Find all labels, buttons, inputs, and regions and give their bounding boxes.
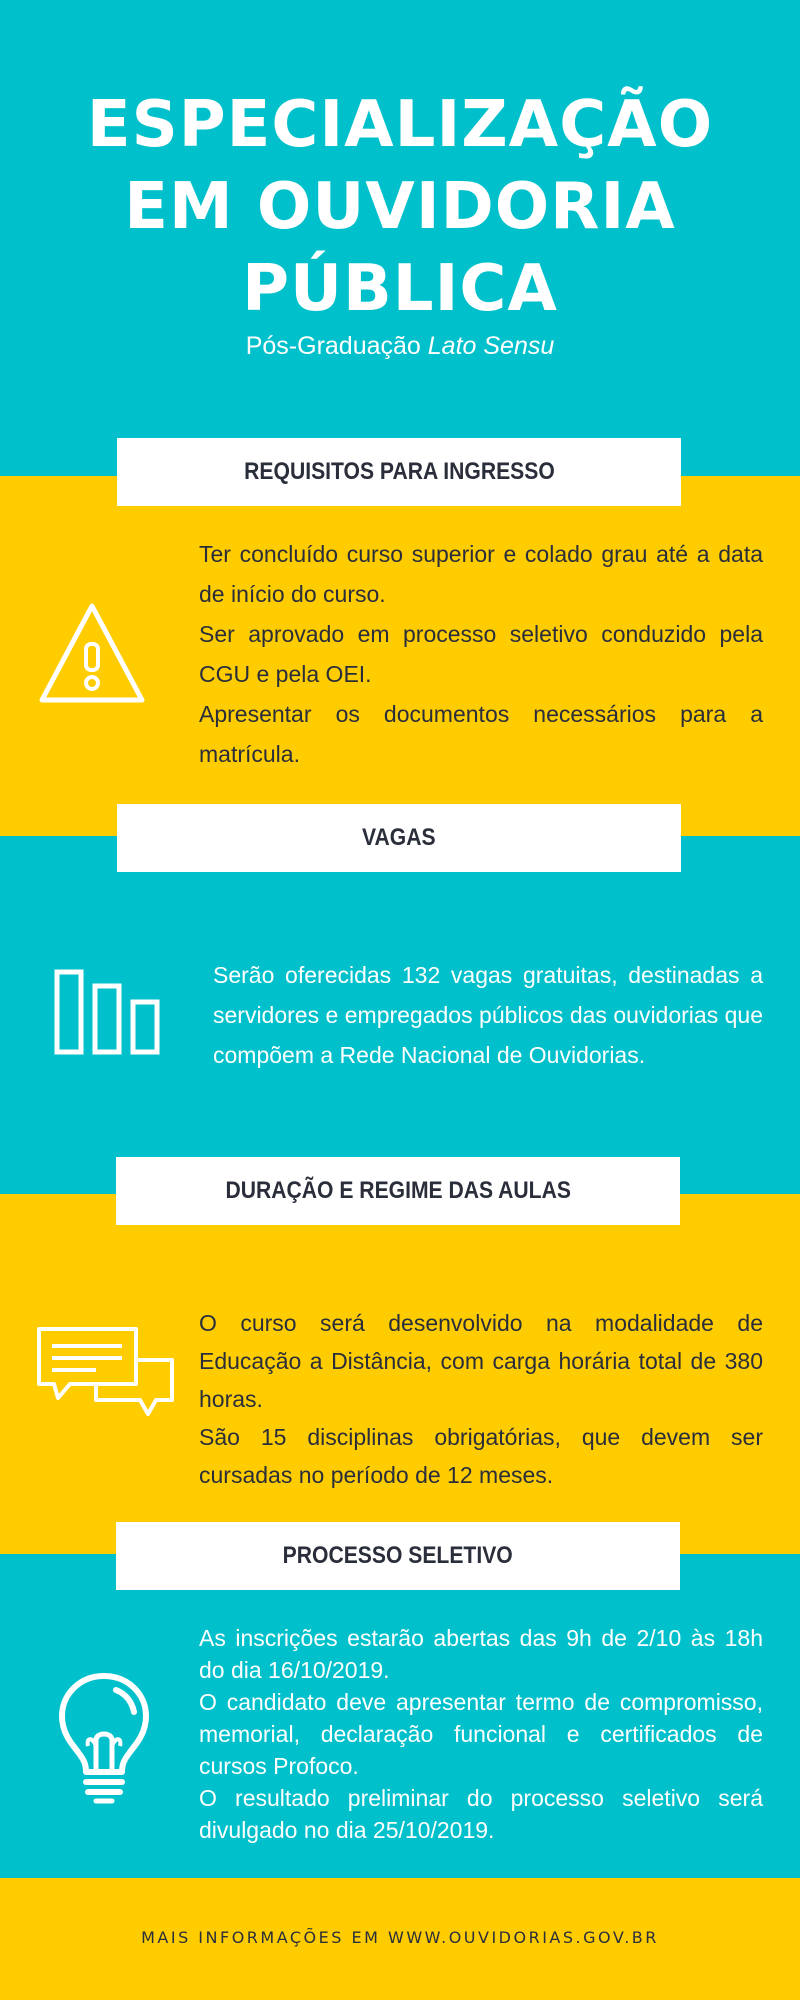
requisitos-text	[199, 534, 763, 774]
page-title	[0, 84, 800, 330]
vagas-heading-box	[117, 804, 681, 872]
title-line-1: ESPECIALIZAÇÃO	[86, 88, 714, 162]
duracao-text	[199, 1304, 763, 1494]
requisitos-item-2: Ser aprovado em processo seletivo conduzido pela CGU e pela OEI.	[199, 621, 763, 687]
bar-chart-icon	[54, 968, 162, 1056]
processo-item-1: As inscrições estarão abertas das 9h de 2/10 às 18h do dia 16/10/2019.	[199, 1625, 763, 1683]
vagas-paragraph: Serão oferecidas 132 vagas gratuitas, destinadas a servidores e empregados públicos das ouvidorias que compõem a Rede Nacional de Ouvidorias.	[213, 962, 763, 1068]
vagas-text	[213, 955, 763, 1075]
warning-triangle-icon	[36, 600, 148, 706]
title-line-3: PÚBLICA	[242, 252, 558, 326]
requisitos-heading-box	[117, 438, 681, 506]
processo-item-2: O candidato deve apresentar termo de compromisso, memorial, declaração funcional e certificados de cursos Profoco.	[199, 1689, 763, 1779]
title-line-2: EM OUVIDORIA	[124, 170, 676, 244]
requisitos-heading: REQUISITOS PARA INGRESSO	[243, 458, 555, 485]
page-subtitle	[0, 332, 800, 361]
processo-item-3: O resultado preliminar do processo seletivo será divulgado no dia 25/10/2019.	[199, 1785, 763, 1843]
requisitos-item-3: Apresentar os documentos necessários para a matrícula.	[199, 701, 763, 767]
requisitos-item-1: Ter concluído curso superior e colado grau até a data de início do curso.	[199, 541, 763, 607]
lightbulb-icon	[56, 1670, 152, 1804]
duracao-heading: DURAÇÃO E REGIME DAS AULAS	[225, 1177, 571, 1204]
duracao-item-2: São 15 disciplinas obrigatórias, que devem ser cursadas no período de 12 meses.	[199, 1424, 763, 1488]
subtitle-italic: Lato Sensu	[427, 332, 555, 360]
processo-heading-box	[116, 1522, 680, 1590]
vagas-heading: VAGAS	[362, 824, 436, 851]
footer-info: MAIS INFORMAÇÕES EM WWW.OUVIDORIAS.GOV.BR	[141, 1928, 659, 1947]
subtitle-prefix: Pós-Graduação	[245, 332, 421, 360]
processo-heading: PROCESSO SELETIVO	[282, 1542, 514, 1569]
duracao-item-1: O curso será desenvolvido na modalidade de Educação a Distância, com carga horária total de 380 horas.	[199, 1310, 763, 1412]
processo-text	[199, 1622, 763, 1846]
duracao-heading-box	[116, 1157, 680, 1225]
chat-bubbles-icon	[36, 1326, 178, 1420]
